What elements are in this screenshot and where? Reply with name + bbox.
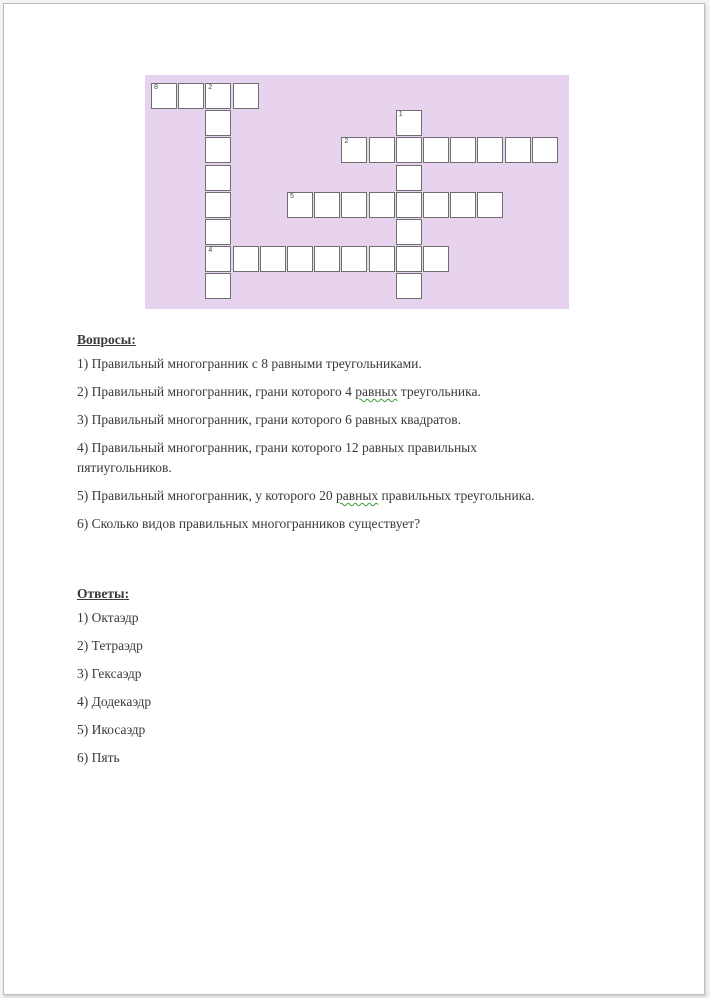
crossword-cell (450, 192, 476, 218)
crossword-cell (314, 246, 340, 272)
crossword-cell (341, 246, 367, 272)
clue-number: 8 (154, 84, 158, 91)
crossword-cell (369, 246, 395, 272)
clue-number: 4 (208, 247, 213, 255)
crossword-cell (396, 192, 422, 218)
crossword-cell (314, 192, 340, 218)
crossword-cell (205, 273, 231, 299)
crossword-cell (233, 246, 259, 272)
crossword-cell (287, 192, 313, 218)
crossword-cell (532, 137, 558, 163)
question-6: 6) Сколько видов правильных многогранников существует? (77, 516, 421, 531)
crossword-cell (178, 83, 204, 109)
crossword-cell (396, 137, 422, 163)
crossword-cell (450, 137, 476, 163)
question-4: 4) Правильный многогранник, грани которого 12 равных правильных пятиугольников. (77, 440, 477, 475)
crossword-cell (369, 192, 395, 218)
crossword-cell (369, 137, 395, 163)
answers-heading: Ответы: (77, 586, 130, 601)
crossword-cell (260, 246, 286, 272)
clue-number: 2 (344, 138, 349, 146)
crossword-cell (341, 192, 367, 218)
crossword-puzzle (145, 75, 569, 309)
crossword-cell (477, 192, 503, 218)
crossword-cell (396, 165, 422, 191)
crossword-cell (287, 246, 313, 272)
crossword-cell (396, 110, 422, 136)
spellcheck-flagged-word: равных (355, 384, 398, 399)
answers-section (77, 584, 151, 776)
question-2: 2) Правильный многогранник, грани которого 4 равных треугольника. (77, 384, 481, 399)
crossword-cell (396, 246, 422, 272)
crossword-cell (423, 192, 449, 218)
crossword-cell (205, 165, 231, 191)
answer-2: 2) Тетраэдр (77, 638, 143, 653)
answer-6: 6) Пять (77, 750, 120, 765)
answer-1: 1) Октаэдр (77, 610, 139, 625)
questions-heading: Вопросы: (77, 332, 136, 347)
spellcheck-flagged-word: равных (335, 488, 379, 503)
crossword-cell (505, 137, 531, 163)
crossword-cell (205, 219, 231, 245)
crossword-cell (205, 110, 231, 136)
question-1: 1) Правильный многогранник с 8 равными треугольниками. (77, 356, 422, 371)
crossword-cell (396, 273, 422, 299)
crossword-cell (205, 192, 231, 218)
answer-5: 5) Икосаэдр (77, 722, 146, 737)
clue-number: 1 (398, 111, 403, 119)
answer-4: 4) Додекаэдр (77, 694, 152, 709)
crossword-cell (423, 137, 449, 163)
clue-number: 5 (290, 192, 294, 200)
question-3: 3) Правильный многогранник, грани которого 6 равных квадратов. (77, 412, 461, 427)
crossword-cell (151, 83, 177, 109)
crossword-cell (477, 137, 503, 163)
answer-3: 3) Гексаэдр (77, 666, 142, 681)
crossword-cell (205, 83, 231, 109)
crossword-cell (423, 246, 449, 272)
clue-number: 2 (208, 84, 213, 91)
crossword-cell (396, 219, 422, 245)
document-page (3, 3, 705, 995)
crossword-cell (205, 137, 231, 163)
crossword-cell (205, 246, 231, 272)
questions-section (77, 330, 667, 542)
crossword-cell (341, 137, 367, 163)
crossword-cell (233, 83, 259, 109)
question-5: 5) Правильный многогранник, у которого 20 равных правильных треугольника. (77, 488, 535, 503)
